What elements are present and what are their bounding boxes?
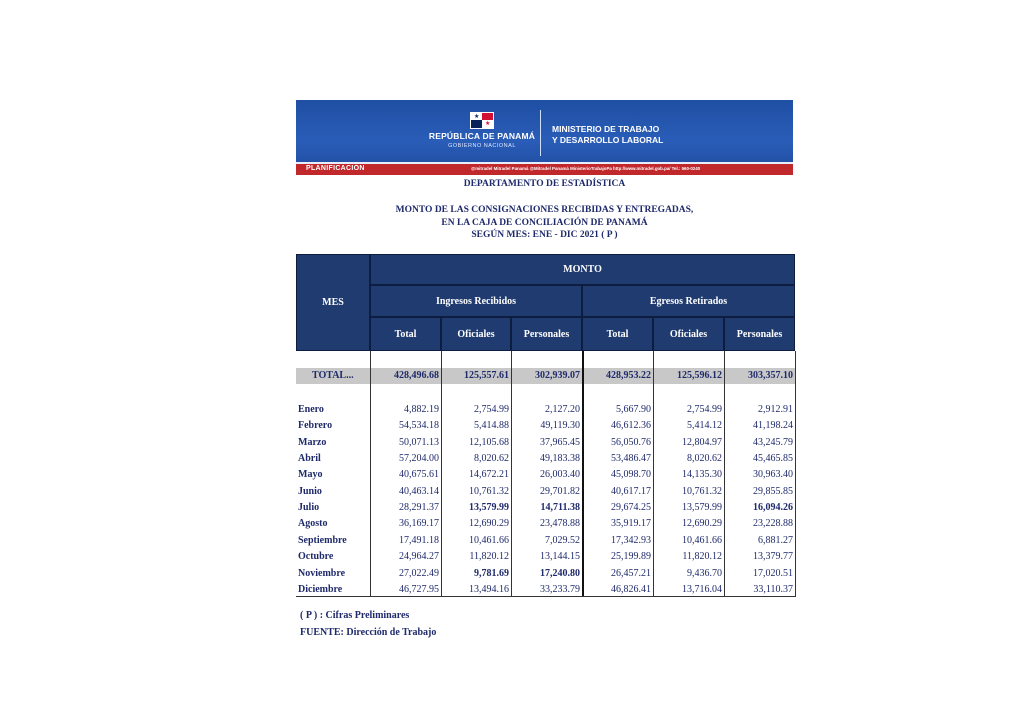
sub-header-label: Personales [523,328,570,340]
table-cell: 50,071.13 [399,437,439,448]
sub-header-label: Total [394,328,417,340]
table-cell: 40,617.17 [611,486,651,497]
table-cell: 53,486.47 [611,453,651,464]
month-label: Abril [298,453,321,464]
social-links: @mitradel Mitradel Panamá @Mitradel Panamá MinisterioTrabajoPa http://www.mitradel.gob.pa/ Tel.: 560-0240 [471,166,701,171]
table-cell: 12,804.97 [682,437,722,448]
table-cell: 9,781.69 [474,568,509,579]
table-cell: 35,919.17 [611,518,651,529]
month-label: Marzo [298,437,327,448]
table-cell: 24,964.27 [399,551,439,562]
month-label: Septiembre [298,535,347,546]
col-header-monto-label: MONTO [563,264,602,275]
table-cell: 28,291.37 [399,502,439,513]
table-cell: 17,240.80 [540,568,580,579]
table-cell: 11,820.12 [682,551,722,562]
table-cell: 29,701.82 [540,486,580,497]
table-cell: 13,579.99 [469,502,509,513]
table-cell: 13,144.15 [540,551,580,562]
column-divider [795,351,796,596]
republic-name: REPÚBLICA DE PANAMÁ [428,131,536,141]
table-cell: 11,820.12 [469,551,509,562]
note-preliminary: ( P ) : Cifras Preliminares [300,610,410,621]
table-cell: 29,855.85 [753,486,793,497]
month-label: Enero [298,404,324,415]
table-cell: 2,754.99 [474,404,509,415]
header-banner [296,100,793,175]
table-cell: 2,754.99 [687,404,722,415]
table-cell: 43,245.79 [753,437,793,448]
sub-header-label: Oficiales [669,328,708,340]
table-cell: 17,342.93 [611,535,651,546]
table-cell: 26,457.21 [611,568,651,579]
total-egresos-oficiales: 125,596.12 [677,370,722,381]
month-label: Febrero [298,420,333,431]
group-header-egresos-label: Egresos Retirados [649,295,728,307]
table-cell: 5,414.12 [687,420,722,431]
table-cell: 5,414.88 [474,420,509,431]
table-cell: 4,882.19 [404,404,439,415]
department-title: DEPARTAMENTO DE ESTADÍSTICA [463,179,626,189]
month-label: Noviembre [298,568,346,579]
table-cell: 7,029.52 [545,535,580,546]
table-cell: 10,761.32 [469,486,509,497]
table-cell: 23,228.88 [753,518,793,529]
sub-header-ingresos-personales [511,317,582,351]
group-header-ingresos-label: Ingresos Recibidos [435,295,517,307]
table-cell: 13,494.16 [469,584,509,595]
table-cell: 29,674.25 [611,502,651,513]
banner-divider [540,110,541,156]
table-cell: 46,826.41 [611,584,651,595]
col-header-mes-label: MES [322,297,344,308]
government-subtitle: GOBIERNO NACIONAL [448,143,516,149]
total-ingresos-oficiales: 125,557.61 [464,370,509,381]
month-label: Diciembre [298,584,343,595]
table-cell: 26,003.40 [540,469,580,480]
table-cell: 12,105.68 [469,437,509,448]
table-cell: 14,135.30 [682,469,722,480]
table-cell: 49,119.30 [540,420,580,431]
sub-header-ingresos-oficiales [441,317,511,351]
table-cell: 25,199.89 [611,551,651,562]
table-cell: 13,379.77 [753,551,793,562]
table-cell: 45,465.85 [753,453,793,464]
table-cell: 37,965.45 [540,437,580,448]
sub-header-label: Personales [736,328,783,340]
table-cell: 17,020.51 [753,568,793,579]
table-cell: 10,761.32 [682,486,722,497]
month-label: Agosto [298,518,328,529]
col-header-mes [296,254,370,351]
table-cell: 45,098.70 [611,469,651,480]
ministry-line-1: MINISTERIO DE TRABAJO [552,124,660,134]
table-cell: 13,716.04 [682,584,722,595]
table-cell: 12,690.29 [682,518,722,529]
sub-header-egresos-total [582,317,653,351]
table-cell: 40,675.61 [399,469,439,480]
table-cell: 10,461.66 [682,535,722,546]
table-cell: 46,612.36 [611,420,651,431]
table-cell: 33,110.37 [753,584,793,595]
table-cell: 13,579.99 [682,502,722,513]
total-egresos-personales: 303,357.10 [748,370,793,381]
table-cell: 6,881.27 [758,535,793,546]
total-label: TOTAL... [312,370,354,381]
title-line-3: SEGÚN MES: ENE - DIC 2021 ( P ) [471,230,618,241]
banner-footer-bar [296,164,793,175]
title-line-2: EN LA CAJA DE CONCILIACIÓN DE PANAMÁ [441,217,648,228]
table-cell: 14,672.21 [469,469,509,480]
table-cell: 16,094.26 [753,502,793,513]
table-cell: 12,690.29 [469,518,509,529]
month-label: Octubre [298,551,334,562]
table-cell: 2,127.20 [545,404,580,415]
table-cell: 30,963.40 [753,469,793,480]
month-label: Junio [298,486,322,497]
sub-header-egresos-oficiales [653,317,724,351]
table-cell: 8,020.62 [474,453,509,464]
report-title [296,204,793,242]
table-cell: 56,050.76 [611,437,651,448]
table-cell: 46,727.95 [399,584,439,595]
title-line-1: MONTO DE LAS CONSIGNACIONES RECIBIDAS Y ENTREGADAS, [395,205,694,215]
sub-header-egresos-personales [724,317,795,351]
note-source: FUENTE: Dirección de Trabajo [300,627,437,638]
table-cell: 17,491.18 [399,535,439,546]
month-label: Julio [298,502,320,513]
table-cell: 57,204.00 [399,453,439,464]
ministry-name [552,124,692,146]
sub-header-label: Total [606,328,629,340]
col-header-monto [370,254,795,285]
month-label: Mayo [298,469,323,480]
table-cell: 23,478.88 [540,518,580,529]
table-cell: 8,020.62 [687,453,722,464]
table-cell: 40,463.14 [399,486,439,497]
total-ingresos-personales: 302,939.07 [535,370,580,381]
table-cell: 49,183.38 [540,453,580,464]
table-cell: 14,711.38 [540,502,580,513]
table-cell: 2,912.91 [758,404,793,415]
total-ingresos-total: 428,496.68 [394,370,439,381]
table-cell: 41,198.24 [753,420,793,431]
total-egresos-total: 428,953.22 [606,370,651,381]
section-label: PLANIFICACIÓN [306,165,365,172]
group-header-ingresos [370,285,582,317]
sub-header-ingresos-total [370,317,441,351]
table-cell: 10,461.66 [469,535,509,546]
ministry-line-2: Y DESARROLLO LABORAL [552,135,664,145]
sub-header-label: Oficiales [457,328,495,340]
table-cell: 5,667.90 [616,404,651,415]
table-cell: 33,233.79 [540,584,580,595]
table-cell: 36,169.17 [399,518,439,529]
panama-flag-icon: ★ ★ [470,112,494,129]
group-header-egresos [582,285,795,317]
table-cell: 54,534.18 [399,420,439,431]
table-cell: 27,022.49 [399,568,439,579]
table-cell: 9,436.70 [687,568,722,579]
